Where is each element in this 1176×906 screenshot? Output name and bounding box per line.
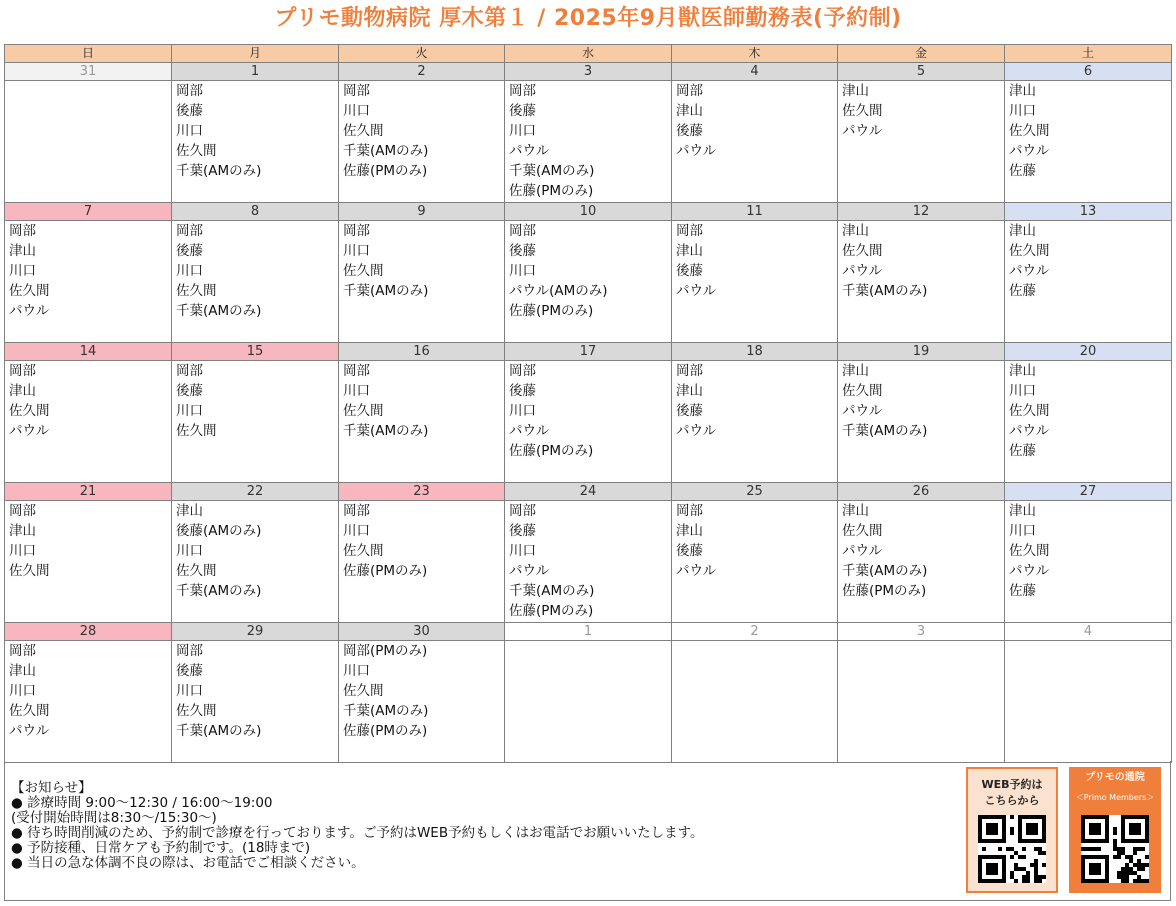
staff-name: 佐久間	[1009, 543, 1050, 559]
staff-name: 岡部	[176, 223, 203, 239]
staff-name: 津山	[842, 83, 869, 99]
staff-name: 川口	[176, 403, 203, 419]
weekday-sat: 土	[1005, 45, 1172, 63]
staff-name: 津山	[1009, 83, 1036, 99]
staff-name: 後藤(AMのみ)	[176, 523, 262, 539]
staff-name: 岡部	[343, 503, 370, 519]
date-cell: 25	[672, 483, 838, 501]
staff-name: 佐藤(PMのみ)	[509, 443, 594, 459]
staff-name: 岡部	[676, 83, 703, 99]
staff-name: 津山	[676, 383, 703, 399]
staff-name: 川口	[176, 683, 203, 699]
staff-name: 後藤	[176, 103, 203, 119]
staff-name: 津山	[842, 503, 869, 519]
notice-line: ● 予防接種、日常ケアも予約制です。(18時まで)	[11, 840, 311, 856]
staff-name: 佐藤(PMのみ)	[509, 603, 594, 619]
date-cell: 3	[838, 623, 1005, 641]
staff-name: 千葉(AMのみ)	[842, 423, 928, 439]
date-row	[5, 483, 1172, 501]
date-cell: 8	[172, 203, 339, 221]
staff-name: 津山	[676, 243, 703, 259]
staff-name: 佐久間	[176, 703, 217, 719]
staff-name: 佐久間	[9, 283, 50, 299]
date-cell: 1	[172, 63, 339, 81]
date-cell: 3	[505, 63, 672, 81]
staff-name: 佐久間	[9, 703, 50, 719]
date-cell: 11	[672, 203, 838, 221]
staff-name: 川口	[1009, 103, 1036, 119]
staff-name: 川口	[509, 123, 536, 139]
staff-name: 岡部	[9, 643, 36, 659]
staff-name: 津山	[9, 523, 36, 539]
weekday-wed: 水	[505, 45, 672, 63]
staff-cell	[5, 81, 172, 203]
staff-name: 岡部	[676, 503, 703, 519]
staff-name: 後藤	[176, 243, 203, 259]
staff-name: 岡部	[176, 643, 203, 659]
staff-name: 津山	[676, 523, 703, 539]
web-qr-label-2: こちらから	[984, 794, 1040, 807]
staff-name: 川口	[343, 243, 370, 259]
staff-cell	[838, 501, 1005, 623]
staff-name: パウル	[676, 563, 717, 579]
date-cell: 2	[339, 63, 505, 81]
staff-name: パウル	[842, 403, 883, 419]
date-cell: 19	[838, 343, 1005, 361]
date-cell: 30	[339, 623, 505, 641]
staff-name: 佐久間	[842, 523, 883, 539]
staff-name: パウル	[842, 543, 883, 559]
staff-cell	[505, 361, 672, 483]
date-cell: 28	[5, 623, 172, 641]
staff-cell	[838, 221, 1005, 343]
notice-heading: 【お知らせ】	[11, 780, 92, 796]
staff-name: 佐久間	[343, 543, 384, 559]
staff-name: 川口	[9, 683, 36, 699]
staff-name: 川口	[509, 543, 536, 559]
date-cell: 20	[1005, 343, 1172, 361]
date-cell: 13	[1005, 203, 1172, 221]
staff-cell	[172, 501, 339, 623]
staff-name: 岡部	[9, 503, 36, 519]
staff-name: 津山	[1009, 363, 1036, 379]
staff-name: 岡部	[676, 363, 703, 379]
staff-cell	[1005, 221, 1172, 343]
staff-name: 後藤	[509, 243, 536, 259]
staff-cell	[339, 361, 505, 483]
staff-name: 佐久間	[343, 263, 384, 279]
staff-name: 佐久間	[9, 403, 50, 419]
staff-name: 千葉(AMのみ)	[343, 703, 429, 719]
staff-name: 佐久間	[842, 103, 883, 119]
staff-cell	[672, 221, 838, 343]
staff-cell	[5, 361, 172, 483]
staff-cell	[838, 641, 1005, 763]
date-cell: 7	[5, 203, 172, 221]
weekday-header-row	[5, 45, 1172, 63]
date-cell: 5	[838, 63, 1005, 81]
date-cell: 10	[505, 203, 672, 221]
staff-cell	[672, 81, 838, 203]
weekday-mon: 月	[172, 45, 339, 63]
staff-name: パウル	[676, 283, 717, 299]
staff-name: 千葉(AMのみ)	[343, 283, 429, 299]
staff-cell	[339, 641, 505, 763]
staff-cell	[172, 361, 339, 483]
date-cell: 6	[1005, 63, 1172, 81]
staff-name: 後藤	[676, 543, 703, 559]
staff-name: 佐藤(PMのみ)	[509, 183, 594, 199]
staff-name: パウル	[9, 723, 50, 739]
staff-name: 川口	[509, 403, 536, 419]
staff-name: 津山	[9, 383, 36, 399]
staff-name: パウル	[509, 563, 550, 579]
staff-name: 川口	[176, 543, 203, 559]
staff-name: パウル	[1009, 143, 1050, 159]
calendar-table	[4, 44, 1172, 763]
staff-name: 佐久間	[9, 563, 50, 579]
staff-name: 佐久間	[343, 683, 384, 699]
app-qr-label-2: ＜Primo Members＞	[1075, 793, 1155, 802]
staff-cell	[1005, 361, 1172, 483]
date-cell: 2	[672, 623, 838, 641]
staff-cell	[838, 81, 1005, 203]
staff-cell	[672, 641, 838, 763]
weekday-sun: 日	[5, 45, 172, 63]
staff-cell	[1005, 641, 1172, 763]
staff-row	[5, 501, 1172, 623]
staff-name: 岡部	[343, 83, 370, 99]
staff-name: 川口	[343, 523, 370, 539]
staff-name: 佐藤	[1009, 283, 1036, 299]
staff-name: 津山	[9, 663, 36, 679]
date-cell: 26	[838, 483, 1005, 501]
date-cell: 9	[339, 203, 505, 221]
staff-name: 津山	[1009, 223, 1036, 239]
date-cell: 18	[672, 343, 838, 361]
staff-name: 千葉(AMのみ)	[842, 563, 928, 579]
staff-cell	[5, 641, 172, 763]
date-cell: 31	[5, 63, 172, 81]
staff-name: 千葉(AMのみ)	[176, 723, 262, 739]
date-row	[5, 623, 1172, 641]
staff-cell	[339, 221, 505, 343]
staff-name: 後藤	[509, 103, 536, 119]
staff-name: 後藤	[509, 523, 536, 539]
staff-name: パウル	[676, 143, 717, 159]
staff-row	[5, 221, 1172, 343]
staff-name: 佐久間	[176, 563, 217, 579]
staff-name: 川口	[176, 263, 203, 279]
staff-name: 佐藤	[1009, 443, 1036, 459]
date-cell: 12	[838, 203, 1005, 221]
web-reservation-qr-panel[interactable]	[966, 767, 1058, 893]
staff-name: 岡部	[343, 223, 370, 239]
staff-name: 川口	[509, 263, 536, 279]
staff-name: 後藤	[676, 403, 703, 419]
staff-name: パウル	[676, 423, 717, 439]
staff-row	[5, 641, 1172, 763]
staff-name: 千葉(AMのみ)	[343, 423, 429, 439]
staff-name: 岡部(PMのみ)	[343, 643, 428, 659]
staff-name: 佐久間	[1009, 243, 1050, 259]
staff-name: 津山	[676, 103, 703, 119]
staff-name: 千葉(AMのみ)	[176, 583, 262, 599]
date-cell: 1	[505, 623, 672, 641]
staff-name: 岡部	[509, 83, 536, 99]
staff-name: 佐藤(PMのみ)	[343, 563, 428, 579]
staff-name: 佐久間	[1009, 403, 1050, 419]
staff-name: 千葉(AMのみ)	[509, 583, 595, 599]
staff-name: 津山	[842, 223, 869, 239]
staff-name: 岡部	[509, 223, 536, 239]
date-cell: 15	[172, 343, 339, 361]
staff-cell	[505, 221, 672, 343]
staff-cell	[838, 361, 1005, 483]
staff-cell	[339, 81, 505, 203]
notice-line: ● 待ち時間削減のため、予約制で診療を行っております。ご予約はWEB予約もしくはお電話でお願いいたします。	[11, 825, 704, 841]
staff-cell	[1005, 81, 1172, 203]
app-qr-label-1: プリモの通院	[1085, 772, 1145, 783]
date-cell: 21	[5, 483, 172, 501]
qr-code-icon[interactable]	[978, 815, 1046, 883]
staff-name: 千葉(AMのみ)	[176, 163, 262, 179]
staff-name: 佐久間	[1009, 123, 1050, 139]
date-cell: 4	[672, 63, 838, 81]
weekday-fri: 金	[838, 45, 1005, 63]
staff-name: パウル	[1009, 423, 1050, 439]
staff-name: 佐藤(PMのみ)	[842, 583, 927, 599]
staff-name: 後藤	[176, 663, 203, 679]
staff-name: 後藤	[676, 263, 703, 279]
staff-cell	[5, 221, 172, 343]
staff-name: パウル	[1009, 263, 1050, 279]
staff-name: パウル	[9, 303, 50, 319]
staff-name: 川口	[9, 263, 36, 279]
staff-name: 千葉(AMのみ)	[509, 163, 595, 179]
staff-cell	[5, 501, 172, 623]
staff-name: 佐久間	[176, 423, 217, 439]
staff-name: パウル	[509, 423, 550, 439]
staff-cell	[172, 641, 339, 763]
staff-name: 岡部	[176, 83, 203, 99]
staff-name: 岡部	[176, 363, 203, 379]
staff-cell	[505, 81, 672, 203]
notice-line: ● 診療時間 9:00～12:30 / 16:00～19:00	[11, 795, 273, 811]
staff-name: 津山	[9, 243, 36, 259]
staff-cell	[172, 81, 339, 203]
weekday-thu: 木	[672, 45, 838, 63]
staff-name: パウル(AMのみ)	[509, 283, 608, 299]
date-cell: 23	[339, 483, 505, 501]
staff-name: パウル	[842, 123, 883, 139]
staff-name: パウル	[842, 263, 883, 279]
web-qr-label-1: WEB予約は	[981, 778, 1043, 791]
date-cell: 17	[505, 343, 672, 361]
staff-name: 川口	[176, 123, 203, 139]
staff-cell	[1005, 501, 1172, 623]
staff-cell	[672, 501, 838, 623]
staff-name: 川口	[1009, 383, 1036, 399]
date-row	[5, 203, 1172, 221]
app-qr-panel[interactable]	[1069, 767, 1161, 893]
staff-cell	[172, 221, 339, 343]
date-cell: 22	[172, 483, 339, 501]
staff-name: パウル	[9, 423, 50, 439]
staff-name: 津山	[176, 503, 203, 519]
notice-line: ● 当日の急な体調不良の際は、お電話でご相談ください。	[11, 855, 365, 871]
staff-row	[5, 361, 1172, 483]
staff-name: 佐久間	[842, 383, 883, 399]
date-cell: 27	[1005, 483, 1172, 501]
staff-name: 千葉(AMのみ)	[176, 303, 262, 319]
weekday-tue: 火	[339, 45, 505, 63]
staff-row	[5, 81, 1172, 203]
staff-name: 佐久間	[343, 403, 384, 419]
staff-name: 佐藤	[1009, 583, 1036, 599]
page-title: プリモ動物病院 厚木第１ / 2025年9月獣医師勤務表(予約制)	[274, 6, 902, 31]
date-row	[5, 63, 1172, 81]
date-cell: 16	[339, 343, 505, 361]
staff-name: 川口	[1009, 523, 1036, 539]
staff-name: パウル	[509, 143, 550, 159]
staff-name: 佐藤(PMのみ)	[343, 163, 428, 179]
staff-name: 千葉(AMのみ)	[343, 143, 429, 159]
staff-name: 岡部	[9, 223, 36, 239]
staff-cell	[672, 361, 838, 483]
staff-name: 佐久間	[176, 283, 217, 299]
staff-name: 川口	[343, 103, 370, 119]
staff-name: 岡部	[9, 363, 36, 379]
qr-code-icon[interactable]	[1081, 815, 1149, 883]
staff-name: 佐久間	[842, 243, 883, 259]
staff-cell	[505, 501, 672, 623]
staff-name: 岡部	[509, 503, 536, 519]
staff-name: 佐藤(PMのみ)	[343, 723, 428, 739]
staff-name: 千葉(AMのみ)	[842, 283, 928, 299]
staff-name: 佐久間	[343, 123, 384, 139]
staff-name: 佐藤	[1009, 163, 1036, 179]
staff-name: 後藤	[676, 123, 703, 139]
date-cell: 24	[505, 483, 672, 501]
staff-name: 岡部	[509, 363, 536, 379]
staff-cell	[339, 501, 505, 623]
notice-line: (受付開始時間は8:30～/15:30～)	[11, 810, 217, 826]
date-cell: 29	[172, 623, 339, 641]
date-row	[5, 343, 1172, 361]
staff-name: 岡部	[676, 223, 703, 239]
staff-name: 後藤	[509, 383, 536, 399]
staff-name: 佐久間	[176, 143, 217, 159]
staff-name: 川口	[343, 663, 370, 679]
staff-cell	[505, 641, 672, 763]
staff-name: 佐藤(PMのみ)	[509, 303, 594, 319]
staff-name: 岡部	[343, 363, 370, 379]
staff-name: 川口	[9, 543, 36, 559]
staff-name: パウル	[1009, 563, 1050, 579]
staff-name: 川口	[343, 383, 370, 399]
date-cell: 14	[5, 343, 172, 361]
staff-name: 津山	[1009, 503, 1036, 519]
date-cell: 4	[1005, 623, 1172, 641]
staff-name: 津山	[842, 363, 869, 379]
staff-name: 後藤	[176, 383, 203, 399]
